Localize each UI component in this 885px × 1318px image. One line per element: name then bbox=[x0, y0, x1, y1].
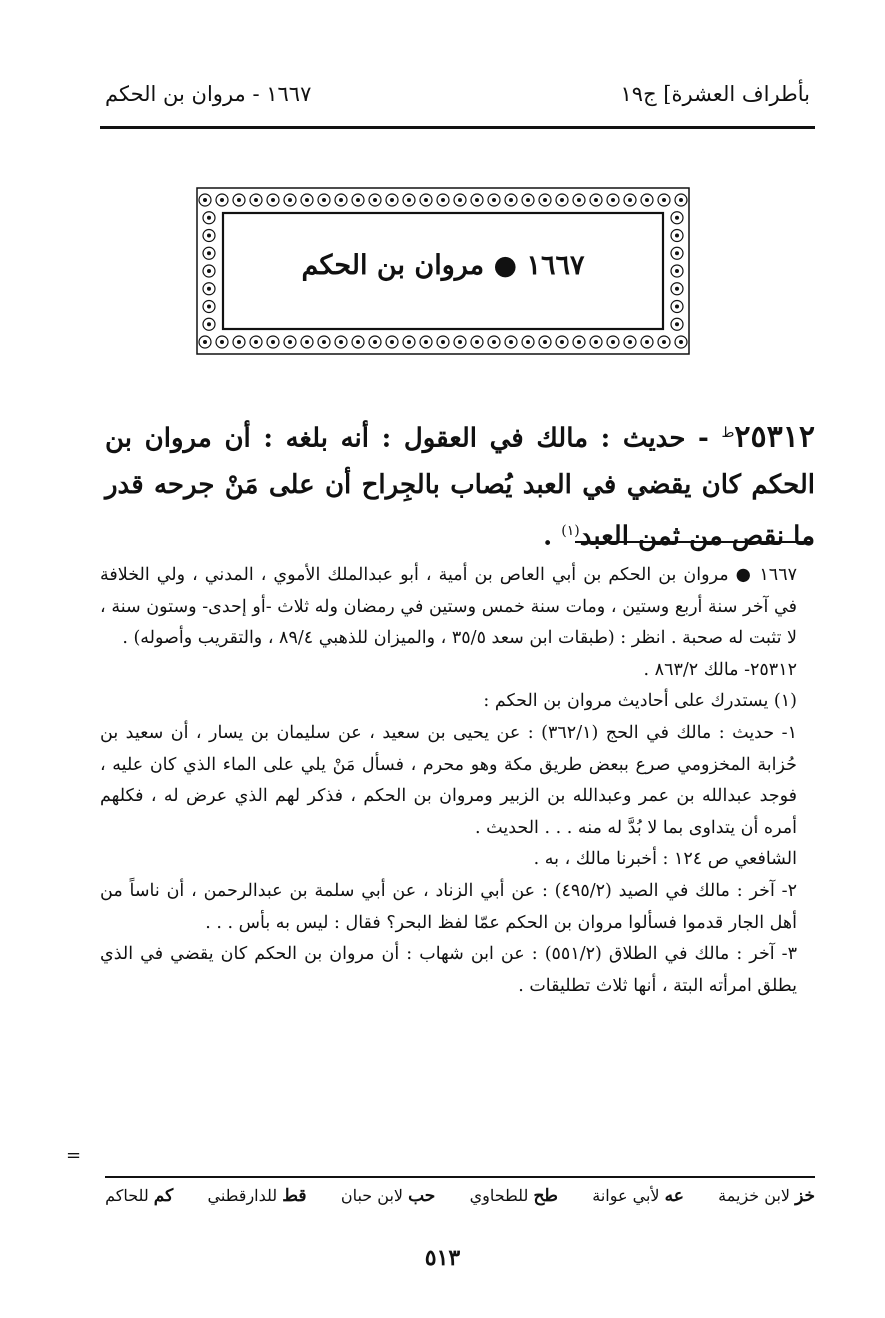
notes-section bbox=[100, 560, 815, 1002]
header-rule bbox=[100, 126, 815, 129]
footnote-item-2: ٢- آخر : مالك في الصيد (٤٩٥/٢) : عن أبي الزناد ، عن أبي سلمة بن عبدالرحمن ، أن ناساً من أهل الجار قدموا فسألوا مروان بن الحكم عمّا لفظ البحر؟ فقال : ليس به بأس . . . bbox=[100, 880, 797, 933]
hadith-paragraph bbox=[105, 410, 815, 559]
abbr-item: قط للدارقطني bbox=[207, 1186, 307, 1206]
footnote-item-3: ٣- آخر : مالك في الطلاق (٥٥١/٢) : عن ابن شهاب : أن مروان بن الحكم كان يقضي في الذي يطلق امرأته البتة ، أنها ثلاث تطليقات . bbox=[100, 944, 797, 996]
footnote-intro: (١) يستدرك على أحاديث مروان بن الحكم : bbox=[483, 691, 797, 712]
abbr-item: عه لأبي عوانة bbox=[592, 1186, 684, 1206]
abbr-item: حب لابن حبان bbox=[340, 1186, 436, 1206]
ornamental-frame bbox=[195, 186, 691, 356]
abbr-item: طح للطحاوي bbox=[469, 1186, 558, 1206]
header-volume: بأطراف العشرة] ج١٩ bbox=[620, 82, 810, 106]
biography-note: ١٦٦٧ ● مروان بن الحكم بن أبي العاص بن أمية ، أبو عبدالملك الأموي ، المدني ، ولي الخلافة في آخر سنة أربع وستين ، ومات سنة خمس وستين في رمضان وله ثلاث -أو إحدى- وستون سنة ، لا تثبت له صحبة . انظر : (طبقات ابن سعد ٣٥/٥ ، والميزان للذهبي ٨٩/٤ ، والتقريب وأصوله) . bbox=[100, 565, 797, 649]
footnote-item-1: ١- حديث : مالك في الحج (٣٦٢/١) : عن يحيى بن سعيد ، عن سليمان بن يسار ، أن سعيد بن حُزابة المخزومي صرع ببعض طريق مكة وهو محرم ، فسأل مَنْ يلي على الماء الذي كان عليه ، فوجد عبدالله بن عمر وعبدالله بن الزبير ومروان بن الحكم ، فذكر لهم الذي عرض له ، فكلهم أمره أن يتداوى بما لا بُدَّ له منه . . . الحديث . bbox=[100, 722, 797, 838]
footnote-item-1-ref: الشافعي ص ١٢٤ : أخبرنا مالك ، به . bbox=[533, 849, 797, 870]
section-title: ١٦٦٧ ● مروان بن الحكم bbox=[301, 250, 585, 281]
footnote-ref: (١) bbox=[561, 522, 580, 539]
source-note: ٢٥٣١٢- مالك ٨٦٣/٢ . bbox=[643, 659, 797, 680]
footnote-separator bbox=[575, 541, 810, 543]
hadith-text: - حديث : مالك في العقول : أنه بلغه : أن مروان بن الحكم كان يقضي في العبد يُصاب بالجِراح أن على مَنْ جرحه قدر ما نقص من ثمن العبد bbox=[105, 423, 815, 552]
abbreviations-legend bbox=[105, 1186, 815, 1220]
hadith-end: . bbox=[543, 521, 553, 552]
running-header bbox=[105, 82, 810, 112]
abbreviations-rule bbox=[105, 1176, 815, 1178]
header-chapter: ١٦٦٧ - مروان بن الحكم bbox=[105, 82, 312, 106]
hadith-marker: ط bbox=[721, 425, 735, 441]
abbr-item: كم للحاكم bbox=[105, 1186, 174, 1206]
continuation-mark: = bbox=[66, 1145, 82, 1166]
hadith-number: ٢٥٣١٢ bbox=[734, 419, 815, 455]
page-number: ٥١٣ bbox=[424, 1245, 461, 1271]
abbr-item: خز لابن خزيمة bbox=[718, 1186, 815, 1206]
